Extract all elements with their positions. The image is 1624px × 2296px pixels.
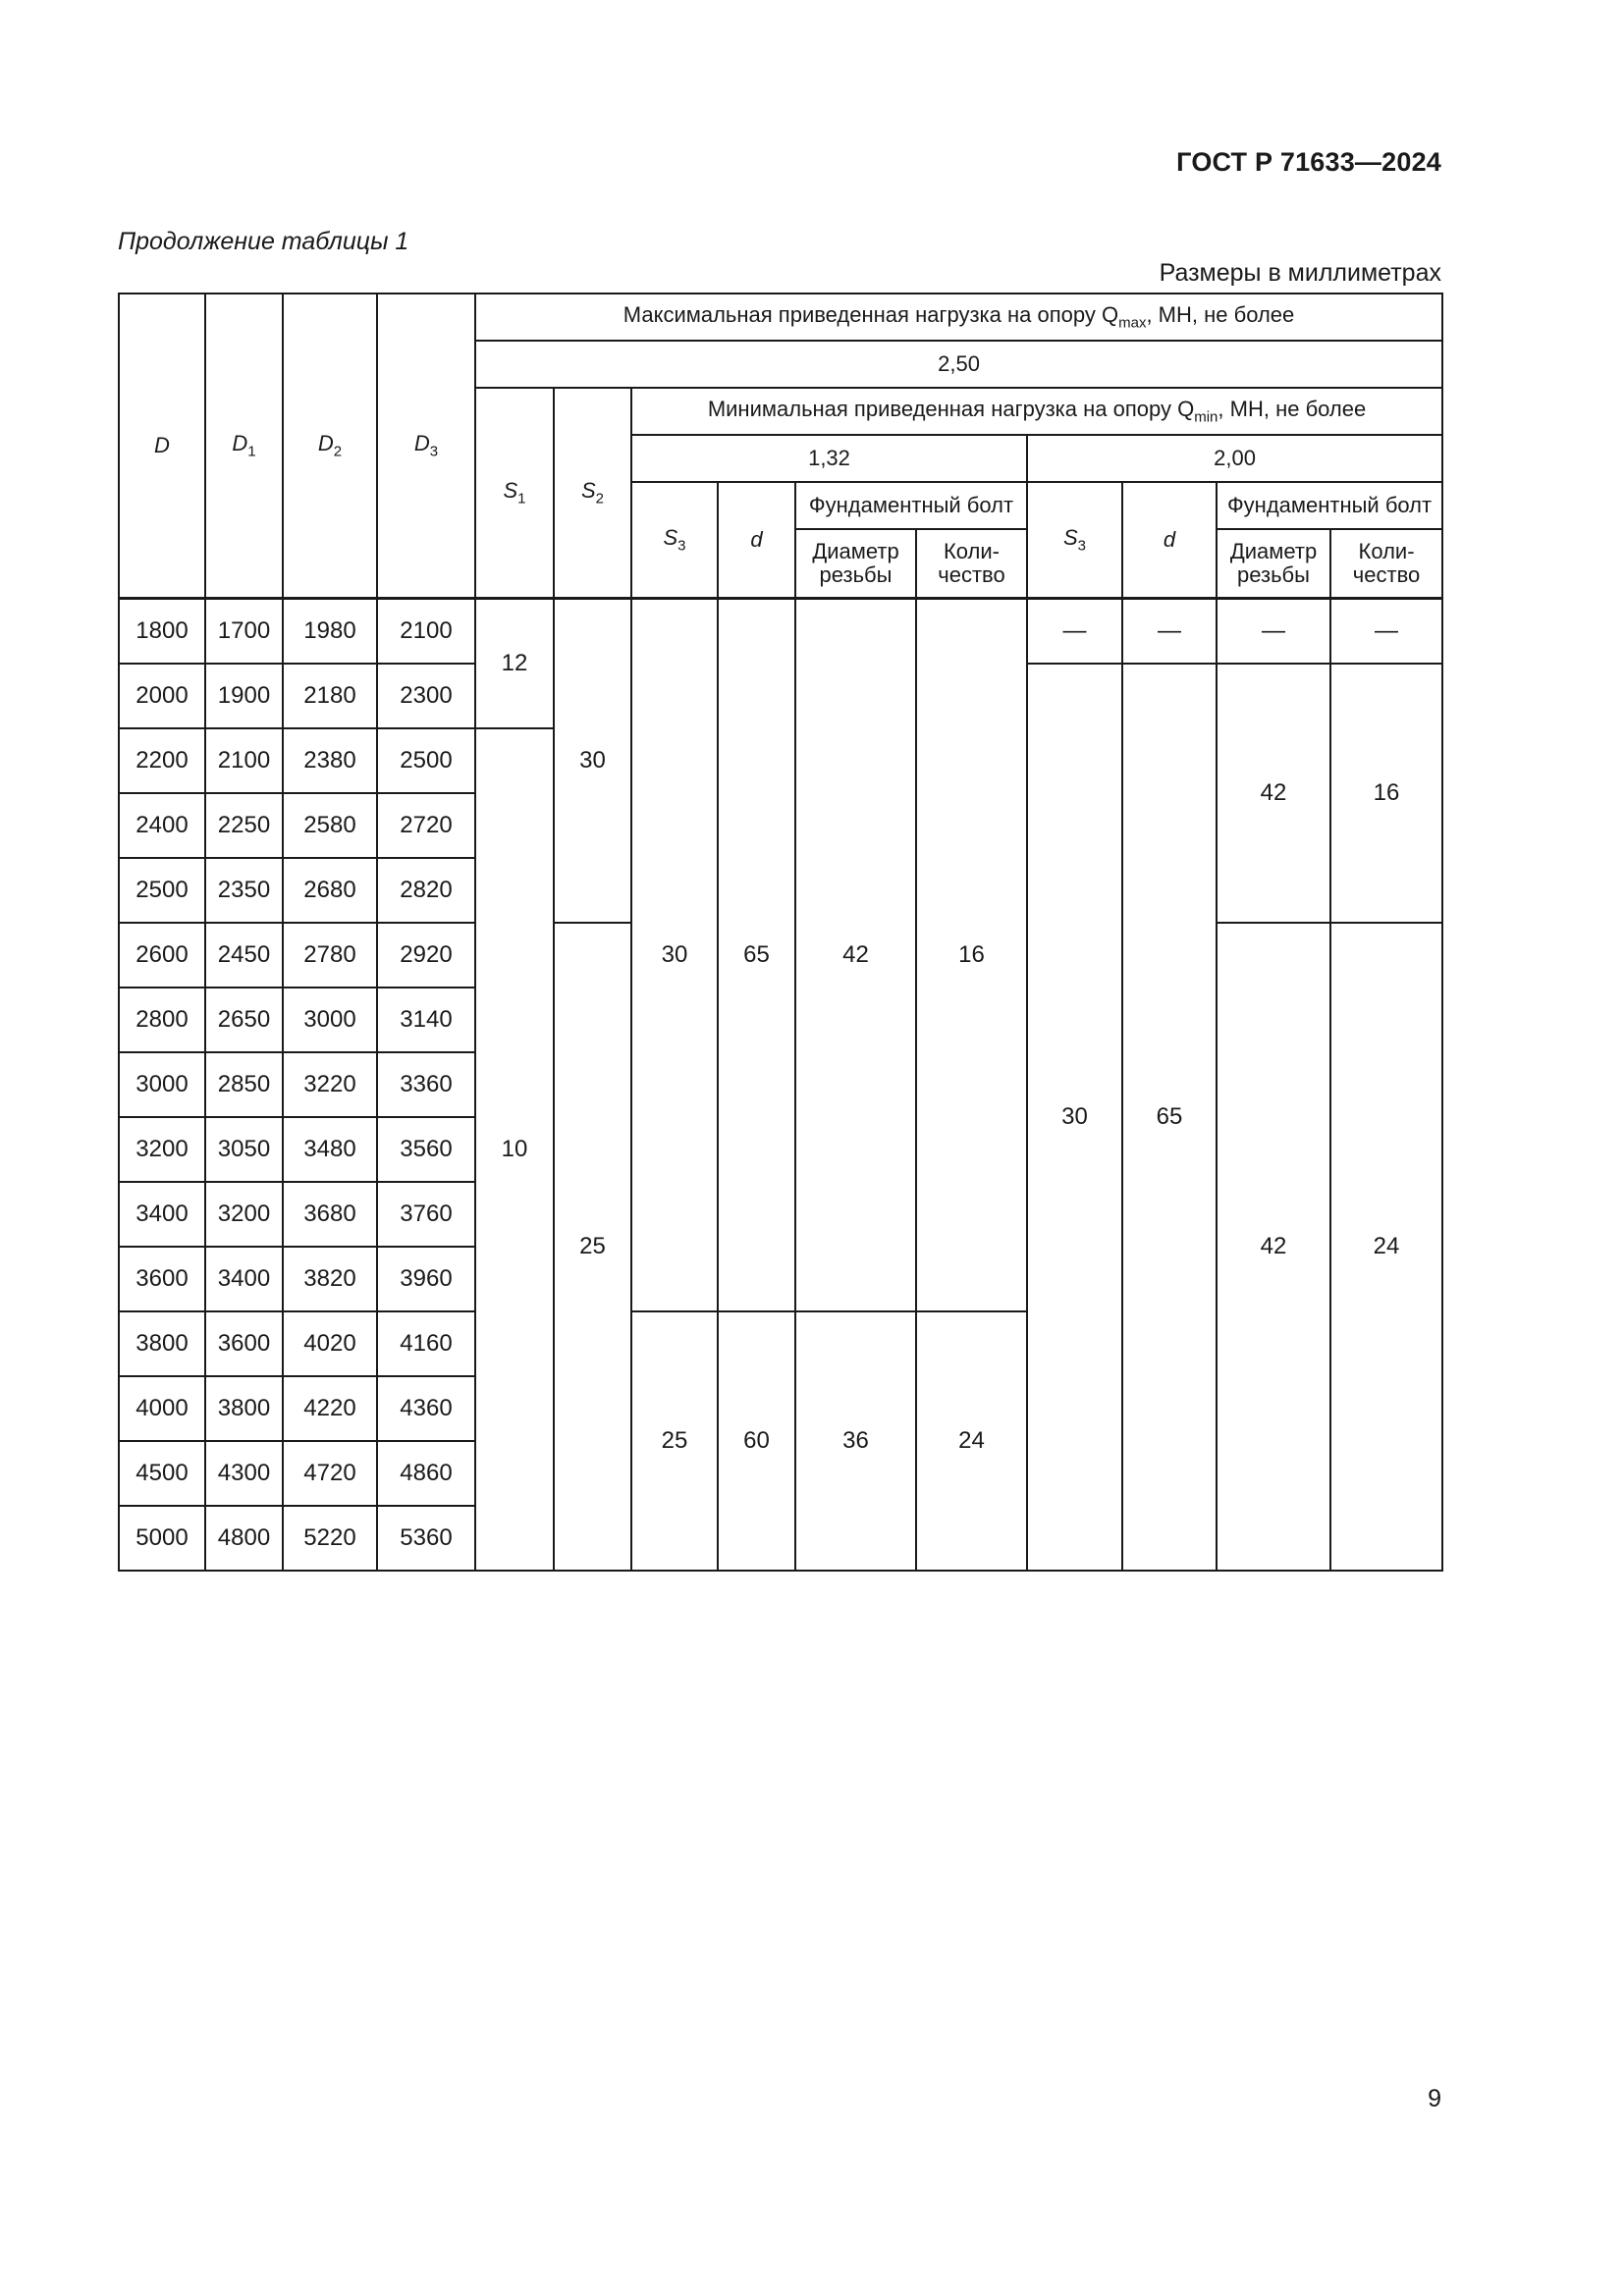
units-caption: Размеры в миллиметрах	[1159, 259, 1441, 287]
cell-b-thread-group1: 42	[1217, 664, 1330, 923]
cell-D1: 3600	[205, 1311, 283, 1376]
cell-a-thread-group1: 42	[795, 599, 916, 1312]
header-D3: $D_3$	[377, 294, 475, 599]
cell-D1: 3800	[205, 1376, 283, 1441]
cell-D2: 3680	[283, 1182, 377, 1247]
cell-D3: 3560	[377, 1117, 475, 1182]
cell-D1: 3050	[205, 1117, 283, 1182]
header-qmax: Максимальная приведенная нагрузка на опору $Q_{max}$, МН, не более	[475, 294, 1442, 341]
cell-D2: 4720	[283, 1441, 377, 1506]
cell-D1: 1700	[205, 599, 283, 665]
cell-b-thread-dash: —	[1217, 599, 1330, 665]
header-S3-a: $S_3$	[631, 482, 718, 599]
cell-D: 3800	[119, 1311, 205, 1376]
cell-D2: 2680	[283, 858, 377, 923]
cell-D3: 3760	[377, 1182, 475, 1247]
header-d-b: d	[1122, 482, 1217, 599]
cell-D1: 1900	[205, 664, 283, 728]
cell-D1: 3400	[205, 1247, 283, 1311]
cell-D: 4000	[119, 1376, 205, 1441]
header-count-b: Коли- чество	[1330, 529, 1442, 599]
cell-D: 2600	[119, 923, 205, 988]
cell-D2: 4220	[283, 1376, 377, 1441]
cell-a-count-group2: 24	[916, 1311, 1027, 1571]
cell-D3: 4160	[377, 1311, 475, 1376]
cell-D1: 3200	[205, 1182, 283, 1247]
header-D1: $D_1$	[205, 294, 283, 599]
dimensions-table	[118, 293, 1443, 1572]
cell-D: 4500	[119, 1441, 205, 1506]
cell-D2: 3820	[283, 1247, 377, 1311]
cell-D3: 4360	[377, 1376, 475, 1441]
cell-S1-group2: 10	[475, 728, 554, 1571]
cell-D: 3200	[119, 1117, 205, 1182]
cell-S2-group1: 30	[554, 599, 631, 924]
standard-code: ГОСТ Р 71633—2024	[1176, 147, 1441, 177]
cell-S1-group1: 12	[475, 599, 554, 729]
cell-D: 2800	[119, 988, 205, 1052]
cell-D3: 3960	[377, 1247, 475, 1311]
cell-D2: 2780	[283, 923, 377, 988]
header-qmin: Минимальная приведенная нагрузка на опору $Q_{min}$, МН, не более	[631, 388, 1442, 435]
cell-D: 3400	[119, 1182, 205, 1247]
cell-D1: 2350	[205, 858, 283, 923]
cell-D2: 2580	[283, 793, 377, 858]
cell-D2: 3480	[283, 1117, 377, 1182]
cell-b-thread-group2: 42	[1217, 923, 1330, 1571]
cell-D3: 2100	[377, 599, 475, 665]
cell-D: 2200	[119, 728, 205, 793]
cell-D3: 2820	[377, 858, 475, 923]
header-thread-a: Диаметр резьбы	[795, 529, 916, 599]
cell-a-d-group2: 60	[718, 1311, 795, 1571]
cell-D: 2400	[119, 793, 205, 858]
header-d-a: d	[718, 482, 795, 599]
cell-D: 1800	[119, 599, 205, 665]
header-D2: $D_2$	[283, 294, 377, 599]
header-S3-b: $S_3$	[1027, 482, 1122, 599]
cell-a-S3-group2: 25	[631, 1311, 718, 1571]
cell-D2: 3000	[283, 988, 377, 1052]
cell-a-d-group1: 65	[718, 599, 795, 1312]
cell-D1: 2650	[205, 988, 283, 1052]
cell-D1: 4300	[205, 1441, 283, 1506]
cell-b-S3: 30	[1027, 664, 1122, 1571]
header-S1: $S_1$	[475, 388, 554, 599]
cell-D: 3000	[119, 1052, 205, 1117]
header-qmin-a: 1,32	[631, 435, 1027, 482]
cell-D1: 2250	[205, 793, 283, 858]
cell-D3: 2720	[377, 793, 475, 858]
cell-D: 3600	[119, 1247, 205, 1311]
cell-a-S3-group1: 30	[631, 599, 718, 1312]
header-qmax-value: 2,50	[475, 341, 1442, 388]
cell-b-S3-dash: —	[1027, 599, 1122, 665]
header-S2: $S_2$	[554, 388, 631, 599]
cell-b-count-group1: 16	[1330, 664, 1442, 923]
cell-D2: 2380	[283, 728, 377, 793]
cell-D1: 2850	[205, 1052, 283, 1117]
cell-D1: 4800	[205, 1506, 283, 1571]
cell-D: 2000	[119, 664, 205, 728]
header-thread-b: Диаметр резьбы	[1217, 529, 1330, 599]
cell-D3: 2300	[377, 664, 475, 728]
header-bolt-b: Фундаментный болт	[1217, 482, 1442, 529]
cell-D3: 3360	[377, 1052, 475, 1117]
cell-D1: 2100	[205, 728, 283, 793]
cell-b-d-dash: —	[1122, 599, 1217, 665]
cell-D3: 3140	[377, 988, 475, 1052]
cell-D3: 2920	[377, 923, 475, 988]
cell-D2: 1980	[283, 599, 377, 665]
table-continuation-caption: Продолжение таблицы 1	[118, 228, 409, 255]
header-D: D	[119, 294, 205, 599]
cell-D2: 2180	[283, 664, 377, 728]
cell-a-thread-group2: 36	[795, 1311, 916, 1571]
cell-b-d: 65	[1122, 664, 1217, 1571]
header-qmin-b: 2,00	[1027, 435, 1442, 482]
cell-D: 2500	[119, 858, 205, 923]
cell-b-count-dash: —	[1330, 599, 1442, 665]
cell-a-count-group1: 16	[916, 599, 1027, 1312]
cell-b-count-group2: 24	[1330, 923, 1442, 1571]
cell-S2-group2: 25	[554, 923, 631, 1571]
header-bolt-a: Фундаментный болт	[795, 482, 1027, 529]
cell-D2: 5220	[283, 1506, 377, 1571]
header-count-a: Коли- чество	[916, 529, 1027, 599]
cell-D2: 3220	[283, 1052, 377, 1117]
page-number: 9	[1428, 2085, 1441, 2112]
cell-D: 5000	[119, 1506, 205, 1571]
cell-D1: 2450	[205, 923, 283, 988]
cell-D3: 4860	[377, 1441, 475, 1506]
cell-D2: 4020	[283, 1311, 377, 1376]
cell-D3: 5360	[377, 1506, 475, 1571]
table-row	[119, 599, 1442, 665]
cell-D3: 2500	[377, 728, 475, 793]
